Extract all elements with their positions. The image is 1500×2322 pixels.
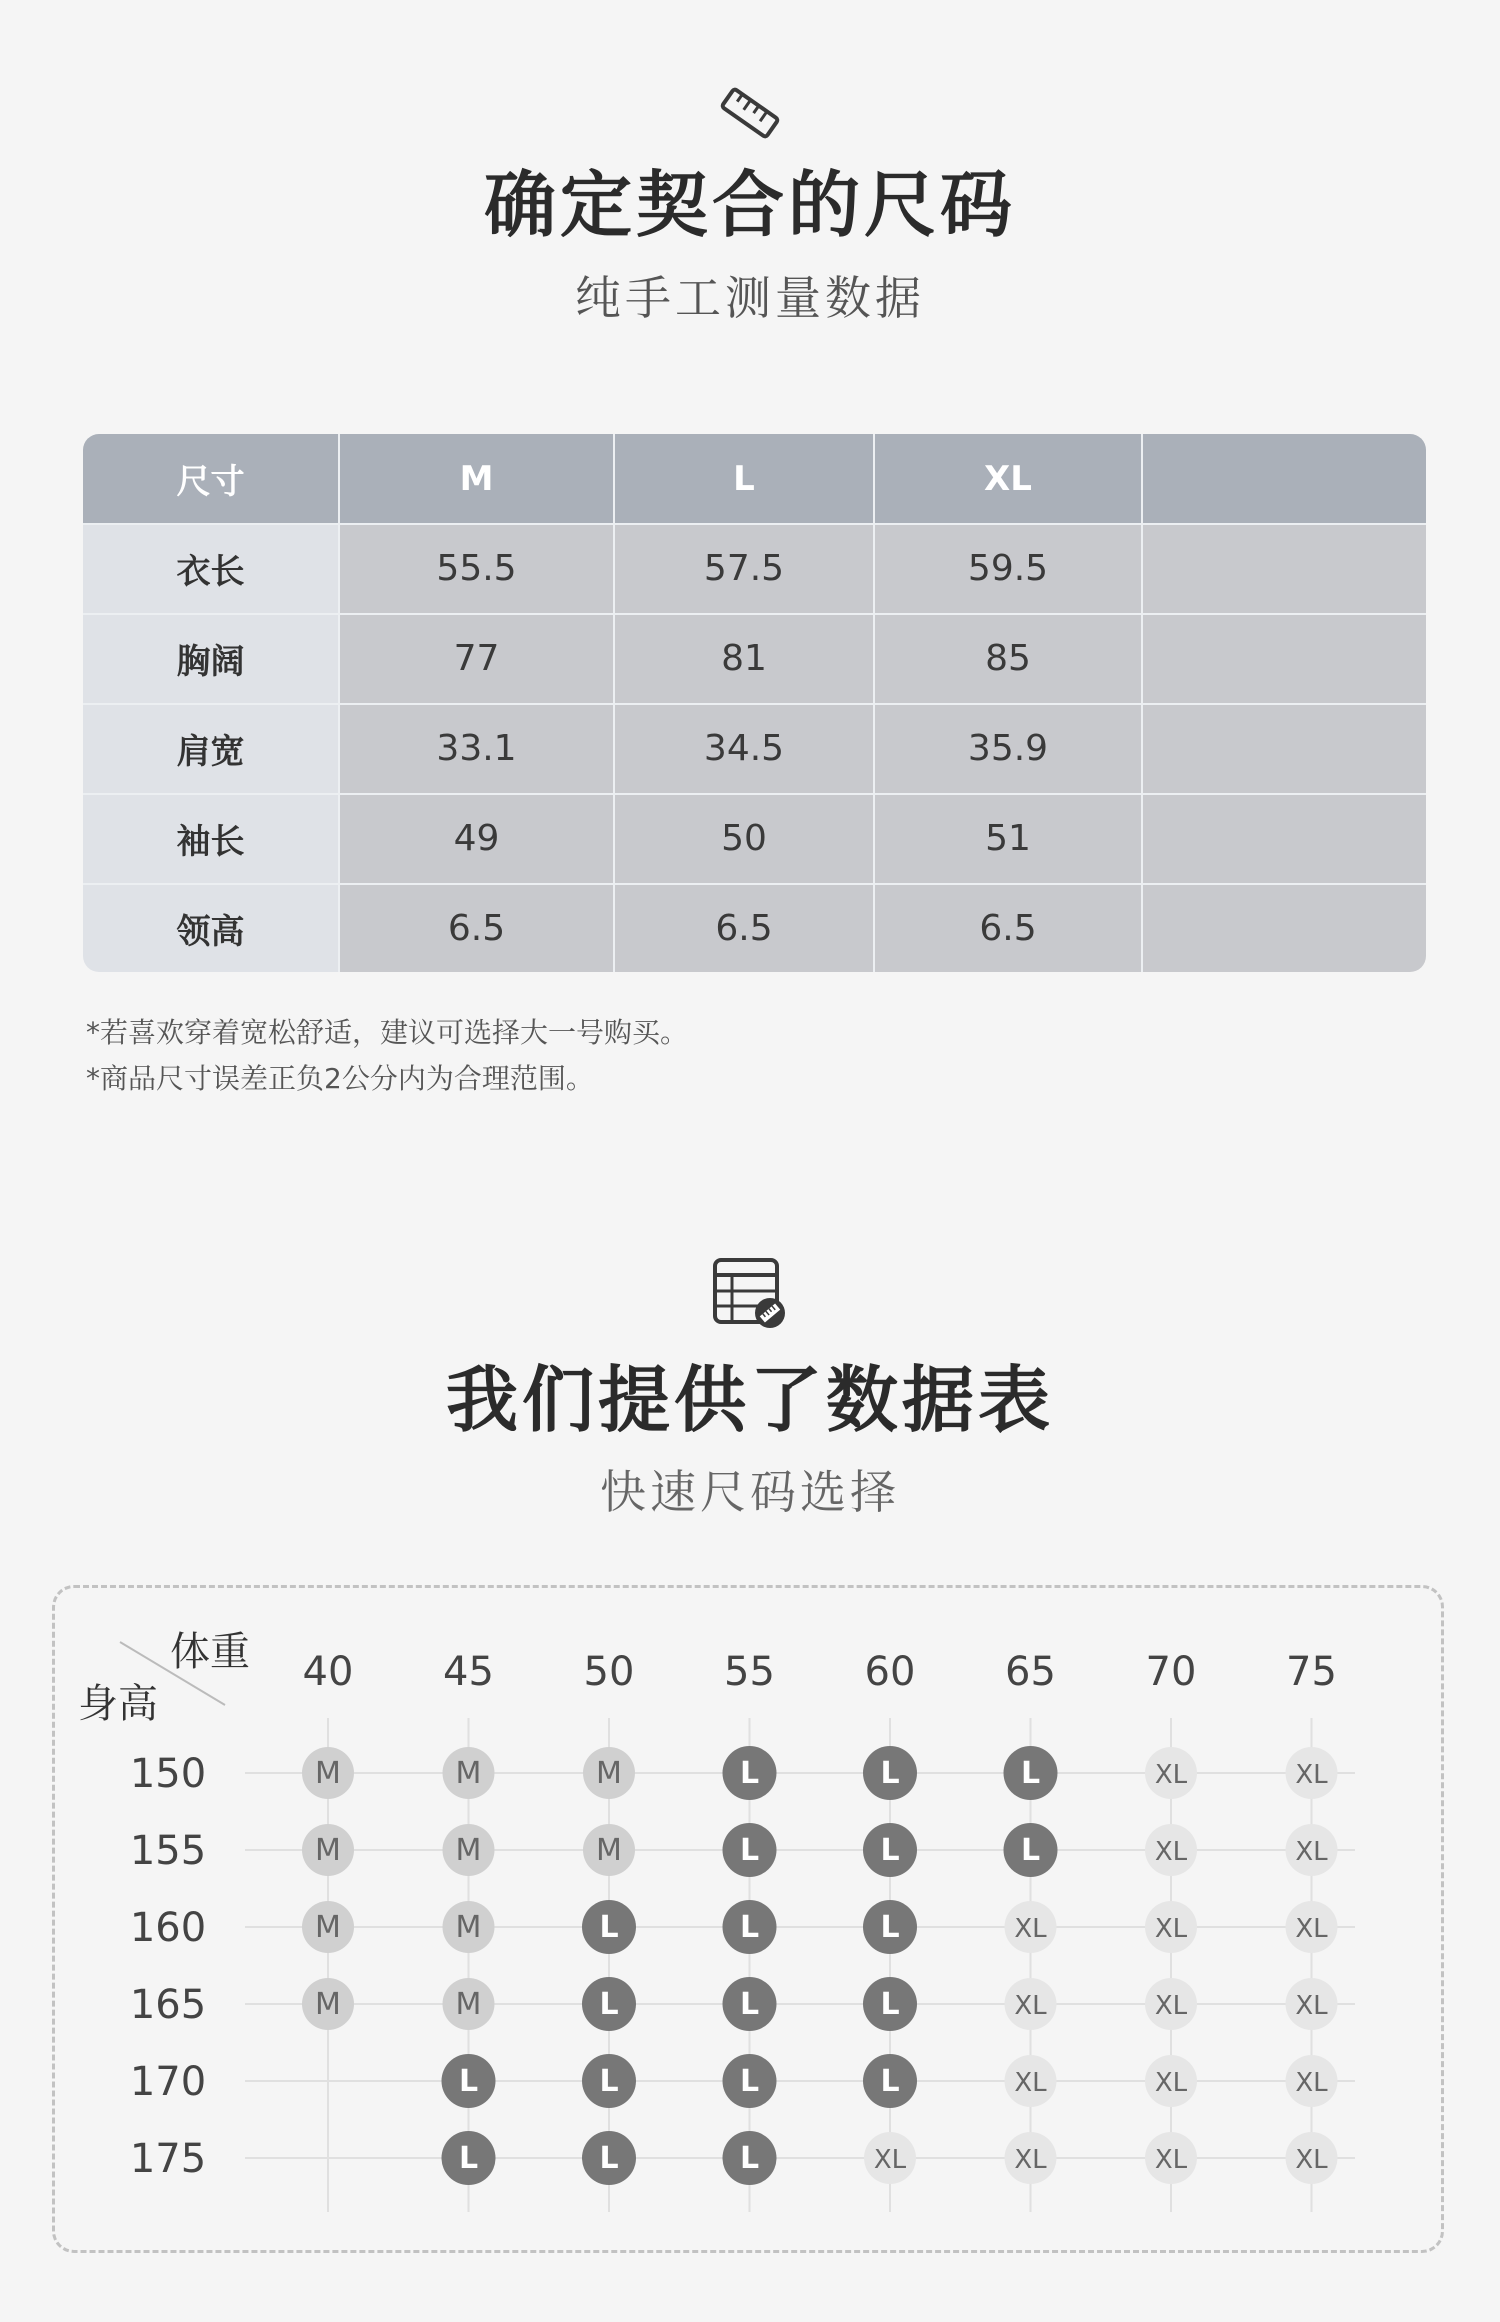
size-badge-label: XL xyxy=(1154,1837,1188,1867)
size-badge-label: XL xyxy=(1154,1760,1188,1790)
size-badge-label: L xyxy=(458,2064,479,2099)
size-badge-label: L xyxy=(880,1910,900,1945)
size-badge-label: XL xyxy=(873,2145,907,2175)
table-cell: 33.1 xyxy=(339,704,614,794)
size-badge-label: M xyxy=(455,1910,482,1945)
height-tick-label: 160 xyxy=(129,1905,207,1951)
size-badge-label: L xyxy=(739,2064,760,2099)
row-label: 肩宽 xyxy=(83,704,339,794)
size-badge-label: XL xyxy=(1295,1760,1328,1790)
size-badge-label: M xyxy=(315,1910,341,1945)
size-badge-label: XL xyxy=(1014,1991,1047,2021)
size-badge-label: M xyxy=(596,1833,622,1868)
table-cell: 35.9 xyxy=(874,704,1142,794)
row-label: 胸阔 xyxy=(83,614,339,704)
section-title-data: 我们提供了数据表 xyxy=(445,1358,1054,1442)
size-badge-label: M xyxy=(315,1756,341,1791)
table-cell: 85 xyxy=(874,614,1142,704)
header-cell-xl: XL xyxy=(874,434,1142,524)
weight-tick-label: 45 xyxy=(443,1649,494,1695)
size-badge-label: XL xyxy=(1295,1991,1328,2021)
size-badge-label: XL xyxy=(1154,2068,1188,2098)
size-badge-label: L xyxy=(739,1756,760,1791)
size-badge-label: M xyxy=(596,1756,622,1791)
height-tick-label: 150 xyxy=(129,1751,207,1797)
weight-tick-label: 60 xyxy=(864,1649,916,1695)
size-badge-label: L xyxy=(880,2064,900,2099)
size-badge-label: XL xyxy=(1154,1991,1188,2021)
size-badge-label: M xyxy=(455,1756,482,1791)
weight-tick-label: 75 xyxy=(1286,1649,1337,1695)
header-cell-size: 尺寸 xyxy=(83,434,339,524)
size-badge-label: L xyxy=(739,1833,760,1868)
size-badge-label: L xyxy=(599,2141,619,2176)
row-label: 衣长 xyxy=(83,524,339,614)
table-cell: 51 xyxy=(874,794,1142,884)
weight-tick-label: 50 xyxy=(583,1649,635,1695)
size-badge-label: L xyxy=(880,1833,900,1868)
size-badge-label: L xyxy=(458,2141,479,2176)
size-badge-label: L xyxy=(880,1756,900,1791)
size-badge-label: M xyxy=(315,1987,341,2022)
row-label: 袖长 xyxy=(83,794,339,884)
weight-tick-label: 65 xyxy=(1005,1649,1056,1695)
table-cell: 55.5 xyxy=(339,524,614,614)
section-subtitle-fit: 纯手工测量数据 xyxy=(575,271,925,325)
weight-tick-label: 40 xyxy=(302,1649,354,1695)
size-badge-label: L xyxy=(1020,1756,1041,1791)
size-badge-label: L xyxy=(599,2064,619,2099)
weight-tick-label: 55 xyxy=(724,1649,775,1695)
size-badge-label: M xyxy=(455,1833,482,1868)
table-cell: 6.5 xyxy=(874,884,1142,972)
height-tick-label: 175 xyxy=(129,2136,207,2182)
size-badge-label: L xyxy=(599,1987,619,2022)
table-cell: 49 xyxy=(339,794,614,884)
section-subtitle-data: 快速尺码选择 xyxy=(600,1465,900,1519)
size-badge-label: XL xyxy=(1295,1837,1328,1867)
table-cell: 34.5 xyxy=(614,704,874,794)
size-badge-label: XL xyxy=(1295,1914,1328,1944)
section-title-fit: 确定契合的尺码 xyxy=(483,163,1016,247)
table-cell: 57.5 xyxy=(614,524,874,614)
size-badge-label: M xyxy=(455,1987,482,2022)
corner-label-weight: 体重 xyxy=(170,1629,250,1675)
size-badge-label: M xyxy=(315,1833,341,1868)
size-badge-label: L xyxy=(1020,1833,1041,1868)
size-badge-label: L xyxy=(739,1987,760,2022)
size-badge-label: XL xyxy=(1154,2145,1188,2175)
height-tick-label: 165 xyxy=(129,1982,207,2028)
size-badge-label: XL xyxy=(1014,1914,1047,1944)
table-cell: 6.5 xyxy=(614,884,874,972)
table-cell: 77 xyxy=(339,614,614,704)
size-badge-label: L xyxy=(599,1910,619,1945)
table-cell: 50 xyxy=(614,794,874,884)
table-cell: 6.5 xyxy=(339,884,614,972)
size-badge-label: XL xyxy=(1014,2145,1047,2175)
size-badge-label: L xyxy=(739,1910,760,1945)
corner-label-height: 身高 xyxy=(78,1681,158,1727)
size-badge-label: L xyxy=(739,2141,760,2176)
table-cell: 81 xyxy=(614,614,874,704)
height-tick-label: 155 xyxy=(129,1828,207,1874)
row-label: 领高 xyxy=(83,884,339,972)
size-badge-label: XL xyxy=(1014,2068,1047,2098)
header-cell-l: L xyxy=(614,434,874,524)
header-cell-m: M xyxy=(339,434,614,524)
size-badge-label: XL xyxy=(1295,2068,1328,2098)
size-badge-label: XL xyxy=(1154,1914,1188,1944)
note-loose-fit: *若喜欢穿着宽松舒适，建议可选择大一号购买。 xyxy=(86,1016,689,1049)
weight-tick-label: 70 xyxy=(1145,1649,1197,1695)
height-tick-label: 170 xyxy=(129,2059,207,2105)
size-badge-label: XL xyxy=(1295,2145,1328,2175)
size-badge-label: L xyxy=(880,1987,900,2022)
note-tolerance: *商品尺寸误差正负2公分内为合理范围。 xyxy=(86,1062,594,1095)
table-cell: 59.5 xyxy=(874,524,1142,614)
